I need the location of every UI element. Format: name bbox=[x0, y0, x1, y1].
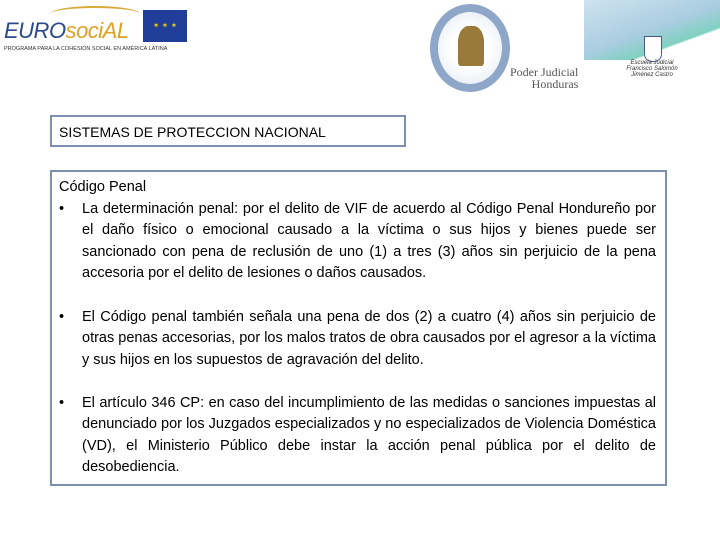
poder-judicial-label bbox=[510, 66, 578, 90]
school-line2: Francisco Salomón Jiménez Castro bbox=[626, 66, 678, 78]
bullet-text: El Código penal también señala una pena de dos (2) a cuatro (4) años sin perjuicio de otras penas accesorias, por los malos tratos de obra causados por el agresor a la víctima y sus hijos en los supuestos de agravación del delito. bbox=[82, 309, 656, 368]
bullet-text: La determinación penal: por el delito de VIF de acuerdo al Código Penal Hondureño por el daño físico o emocional causado a la víctima o sus hijos y bienes puede ser sancionado con pena de reclusión de uno (1) a tres (3) años sin perjuicio de la pena accesoria por el delito de lesiones o daños causados. bbox=[82, 201, 656, 281]
bullet-icon: • bbox=[59, 309, 65, 325]
eu-flag-icon: ✶ ✶ ✶ bbox=[143, 10, 187, 42]
bullet-list-3 bbox=[59, 393, 656, 478]
bullet-list-2 bbox=[59, 307, 656, 371]
slide-title-box bbox=[50, 115, 406, 147]
eurosocial-logo bbox=[2, 2, 192, 54]
poder-judicial-line2: Honduras bbox=[531, 77, 579, 91]
bullet-text: El artículo 346 CP: en caso del incumplimiento de las medidas o sanciones impuestas al denunciado por los Juzgados especializados y no especializados de Violencia Doméstica (VD), el Ministerio Público debe instar la acción penal pública por el delito de desobediencia. bbox=[82, 395, 656, 475]
list-item bbox=[59, 307, 656, 371]
bullet-icon: • bbox=[59, 395, 65, 411]
school-line1: Escuela Judicial bbox=[630, 60, 674, 66]
list-item bbox=[59, 199, 656, 284]
eurosocial-name-part1: EURO bbox=[4, 18, 66, 43]
list-item bbox=[59, 393, 656, 478]
slide-title: SISTEMAS DE PROTECCION NACIONAL bbox=[59, 124, 326, 140]
eurosocial-wordmark bbox=[4, 18, 129, 44]
eurosocial-name-part2: sociAL bbox=[65, 18, 129, 43]
section-heading: Código Penal bbox=[59, 179, 147, 195]
content-box bbox=[50, 170, 667, 486]
poder-judicial-line1: Poder Judicial bbox=[510, 65, 579, 79]
school-logo-label bbox=[620, 60, 684, 78]
eurosocial-tagline: PROGRAMA PARA LA COHESIÓN SOCIAL EN AMÉRICA LATINA bbox=[4, 46, 168, 52]
scales-of-justice-icon bbox=[458, 26, 484, 66]
school-shield-icon bbox=[644, 36, 662, 62]
bullet-icon: • bbox=[59, 201, 65, 217]
bullet-list-1 bbox=[59, 199, 656, 284]
